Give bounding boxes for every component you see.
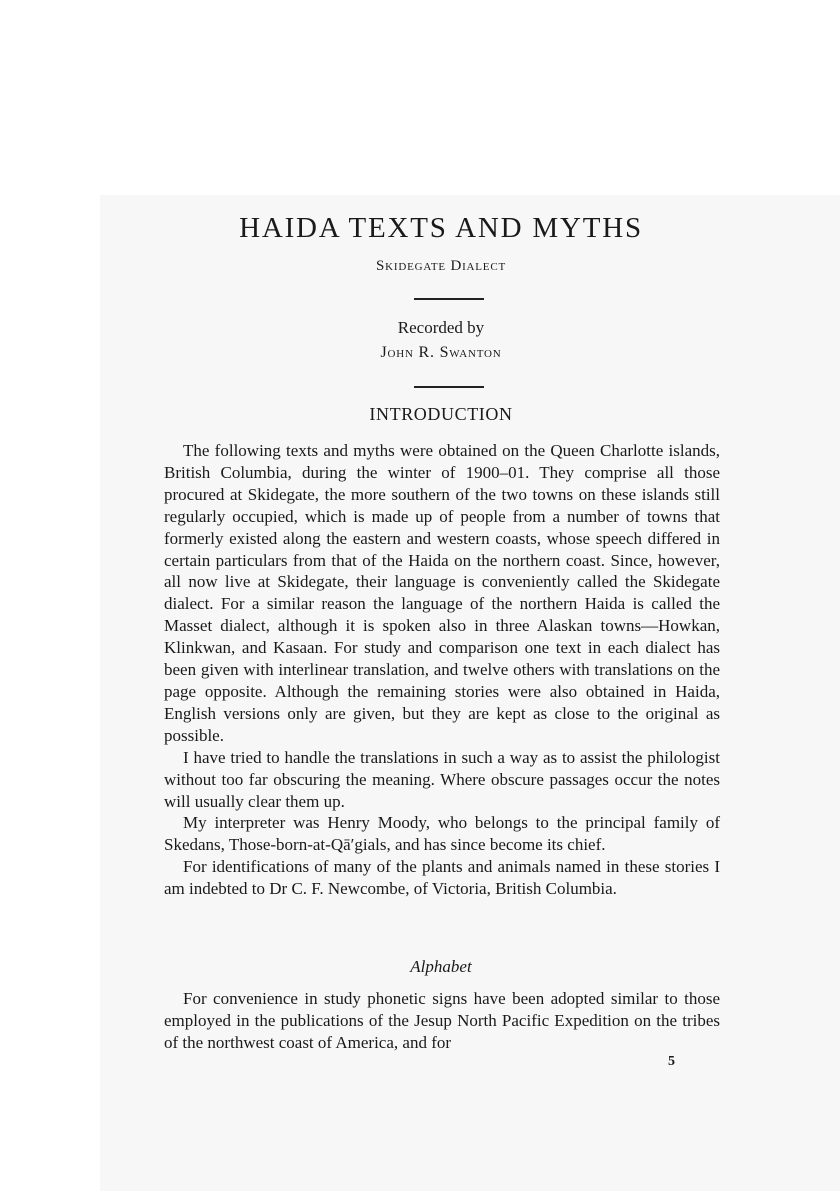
recorded-by-label: Recorded by (397, 318, 485, 337)
author-name: John R. Swanton (380, 344, 502, 361)
paragraph: For convenience in study phonetic signs have been adopted similar to those employed in the publications of the Jesup North Pacific Expedition on the tribes of the northwest coast of America, and for (164, 989, 720, 1052)
divider-rule (414, 298, 484, 300)
divider-rule (414, 386, 484, 388)
page-subtitle: Skidegate Dialect (375, 258, 506, 274)
alphabet-body (164, 988, 720, 1054)
paragraph: My interpreter was Henry Moody, who belongs to the principal family of Skedans, Those-born-at-Qā′gials, and has since become its chief. (164, 813, 720, 855)
subsection-heading: Alphabet (410, 957, 472, 976)
page-title: HAIDA TEXTS AND MYTHS (239, 212, 643, 244)
paragraph: The following texts and myths were obtained on the Queen Charlotte islands, British Columbia, during the winter of 1900–01. They comprise all those procured at Skidegate, the more southern of the two towns on these islands still regularly occupied, which is made up of people from a number of towns that formerly existed along the eastern and western coasts, whose speech differed in certain particulars from that of the Haida on the northern coast. Since, however, all now live at Skidegate, their language is conveniently called the Skidegate dialect. For a similar reason the language of the northern Haida is called the Masset dialect, although it is spoken also in three Alaskan towns—Howkan, Klinkwan, and Kasaan. For study and comparison one text in each dialect has been given with interlinear translation, and twelve others with translations on the page opposite. Although the remaining stories were also obtained in Haida, English versions only are given, but they are kept as close to the original as possible. (164, 441, 720, 745)
paragraph: For identifications of many of the plants and animals named in these stories I am indebted to Dr C. F. Newcombe, of Victoria, British Columbia. (164, 857, 720, 899)
page-number: 5 (668, 1054, 675, 1069)
paragraph: I have tried to handle the translations in such a way as to assist the philologist without too far obscuring the meaning. Where obscure passages occur the notes will usually clear them up. (164, 747, 720, 811)
introduction-body (164, 440, 720, 900)
section-heading: INTRODUCTION (369, 404, 513, 424)
